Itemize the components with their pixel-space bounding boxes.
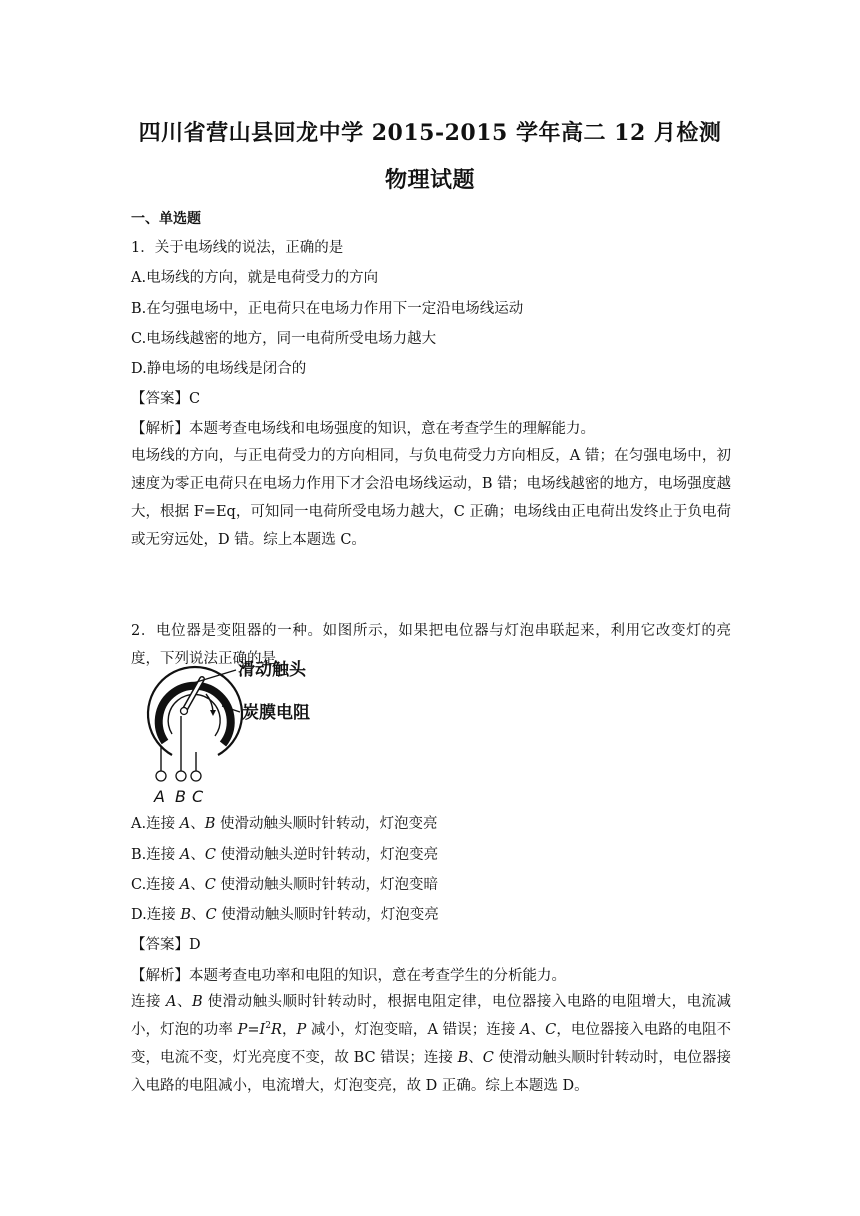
document-subtitle: 物理试题	[384, 167, 475, 193]
q1-option-c: C.电场线越密的地方，同一电荷所受电场力越大	[131, 331, 437, 347]
q2-answer: 【答案】D	[131, 937, 201, 953]
label-terminal-b: B	[175, 787, 186, 806]
section-heading: 一、单选题	[131, 211, 201, 227]
label-terminal-c: C	[192, 787, 204, 806]
q1-stem: 1．关于电场线的说法，正确的是	[131, 240, 344, 256]
q2-option-d: D.连接 B、C 使滑动触头顺时针转动，灯泡变亮	[131, 907, 439, 923]
q1-analysis-lead: 【解析】本题考查电场线和电场强度的知识，意在考查学生的理解能力。	[131, 421, 595, 437]
label-terminal-a: A	[154, 787, 165, 806]
q1-answer: 【答案】C	[131, 391, 201, 407]
inner-ring	[168, 694, 220, 736]
q2-stem: 2．电位器是变阻器的一种。如图所示，如果把电位器与灯泡串联起来，利用它改变灯的亮度，下列说法正确的是	[131, 623, 731, 667]
q2-option-c: C.连接 A、C 使滑动触头顺时针转动，灯泡变暗	[131, 877, 438, 893]
q1-option-a: A.电场线的方向，就是电荷受力的方向	[131, 270, 379, 286]
q1-analysis-body: 电场线的方向，与正电荷受力的方向相同，与负电荷受力方向相反，A 错；在匀强电场中，初速度为零正电荷只在电场力作用下才会沿电场线运动，B 错；电场线越密的地方，电场强度越大，根据 F=Eq，可知同一电荷所受电场力越大，C 正确；电场线由正电荷出发终止于负电荷或无穷远处，D 错。综上本题选 C。	[131, 448, 731, 548]
q1-option-d: D.静电场的电场线是闭合的	[131, 361, 307, 377]
terminal-b	[176, 771, 186, 781]
potentiometer-figure	[128, 654, 328, 809]
q2-analysis-body: 连接 A、B 使滑动触头顺时针转动时，根据电阻定律，电位器接入电路的电阻增大，电流减小，灯泡的功率 $P=I^2R$，P 减小，灯泡变暗，A 错误；连接 A、C，电位器接入电路的电阻不变，电流不变，灯光亮度不变，故 BC 错误；连接 B、C 使滑动触头顺时针转动时，电位器接入电路的电阻减小，电流增大，灯泡变亮，故 D 正确。综上本题选 D。	[131, 994, 732, 1094]
label-slider-contact: 滑动触头	[238, 660, 306, 680]
q2-option-a: A.连接 A、B 使滑动触头顺时针转动，灯泡变亮	[131, 816, 438, 832]
q2-option-b: B.连接 A、C 使滑动触头逆时针转动，灯泡变亮	[131, 847, 439, 863]
document-title: 四川省营山县回龙中学 2015-2015 学年高二 12 月检测	[138, 120, 722, 146]
terminal-c	[191, 771, 201, 781]
label-carbon-film: 炭膜电阻	[242, 703, 310, 723]
rotation-arrow	[206, 694, 213, 712]
terminal-a	[156, 771, 166, 781]
q2-analysis-lead: 【解析】本题考查电功率和电阻的知识，意在考查学生的分析能力。	[131, 968, 566, 984]
q1-option-b: B.在匀强电场中，正电荷只在电场力作用下一定沿电场线运动	[131, 301, 524, 317]
